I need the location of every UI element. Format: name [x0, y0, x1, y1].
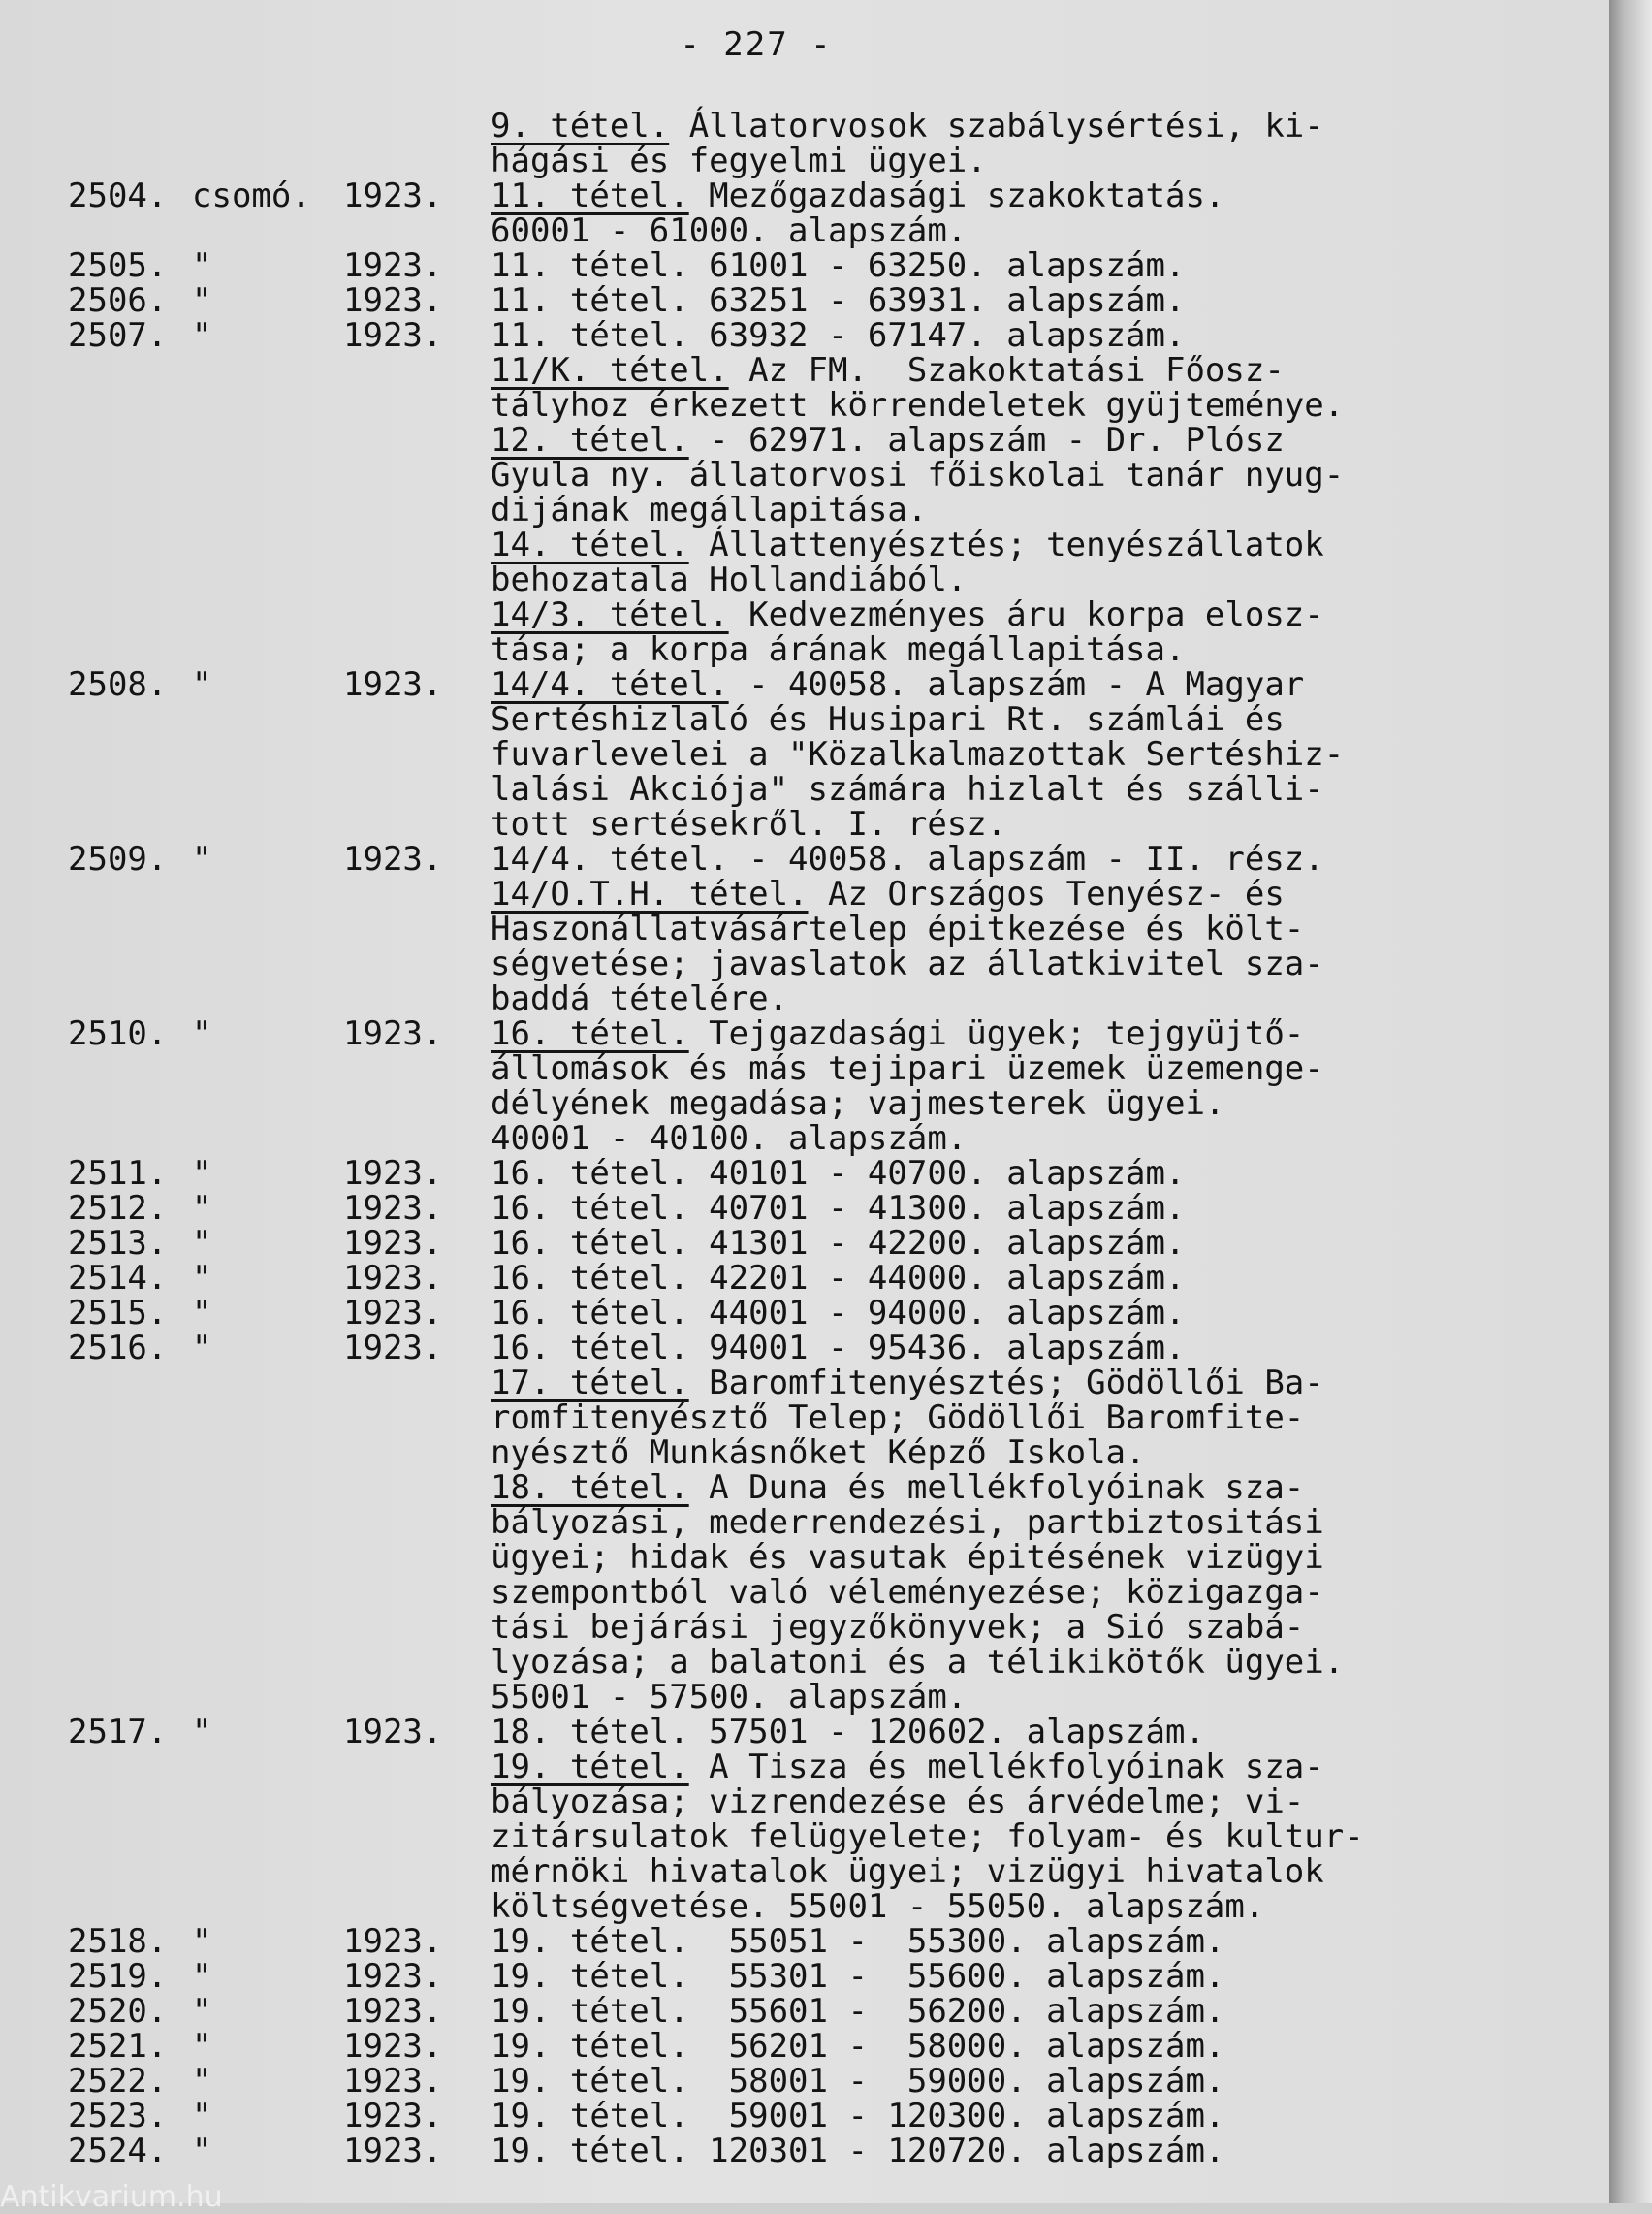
entry-text [491, 702, 1285, 737]
entry-text [491, 1784, 1304, 1819]
year: 1923. [343, 665, 443, 704]
item-description: baddá tételére. [491, 979, 789, 1018]
year: 1923. [343, 1992, 443, 2031]
entry-text [491, 528, 1324, 562]
year: 1923. [343, 1713, 443, 1751]
entry-text [491, 772, 1324, 807]
unit-type: " [192, 2097, 212, 2135]
item-description: szempontból való véleményezése; közigazga- [491, 1573, 1324, 1612]
year: 1923. [343, 1224, 443, 1263]
item-description: zitársulatok felügyelete; folyam- és kultur- [491, 1817, 1364, 1856]
year: 1923. [343, 1259, 443, 1298]
item-description: 11. tétel. 63251 - 63931. alapszám. [491, 281, 1186, 320]
entry-text [491, 737, 1344, 772]
entry-text [491, 1191, 1185, 1226]
item-description: 11. tétel. 61001 - 63250. alapszám. [491, 246, 1186, 285]
entry-text [491, 1680, 967, 1715]
entry-text [491, 1645, 1344, 1680]
item-heading: 9. tétel. [491, 107, 670, 145]
unit-type: " [192, 1713, 212, 1751]
item-description: lyozása; a balatoni és a télikikötők ügyei. [491, 1643, 1345, 1682]
item-description: Állattenyésztés; tenyészállatok [688, 526, 1324, 564]
entry-text [491, 597, 1324, 632]
year: 1923. [343, 1957, 443, 1996]
item-description: 18. tétel. 57501 - 120602. alapszám. [491, 1713, 1205, 1751]
box-number: 2510. [68, 1014, 168, 1053]
item-description: 19. tétel. 55051 - 55300. alapszám. [491, 1922, 1225, 1961]
box-number: 2518. [68, 1922, 168, 1961]
item-description: dijának megállapitása. [491, 491, 928, 529]
entry-text [491, 1819, 1364, 1854]
box-number: 2504. [68, 176, 168, 215]
year: 1923. [343, 2062, 443, 2101]
box-number: 2508. [68, 665, 168, 704]
entry-text [491, 1924, 1224, 1959]
entry-text [491, 178, 1224, 213]
item-heading: 12. tétel. [491, 421, 689, 460]
item-description: Mezőgazdasági szakoktatás. [688, 176, 1225, 215]
box-number: 2520. [68, 1992, 168, 2031]
item-description: behozatala Hollandiából. [491, 561, 968, 599]
item-description: Tejgazdasági ügyek; tejgyüjtő- [688, 1014, 1305, 1053]
item-heading: 14/O.T.H. tétel. [491, 875, 809, 914]
item-heading: 16. tétel. [491, 1014, 689, 1053]
item-description: 16. tétel. 40101 - 40700. alapszám. [491, 1154, 1186, 1193]
entry-text [491, 1575, 1324, 1610]
item-description: Kedvezményes áru korpa elosz- [728, 595, 1324, 634]
entry-text [491, 947, 1324, 981]
box-number: 2522. [68, 2062, 168, 2101]
item-description: ségvetése; javaslatok az állatkivitel sza- [491, 945, 1324, 983]
box-number: 2524. [68, 2132, 168, 2170]
entry-text [491, 144, 987, 178]
unit-type: " [192, 1224, 212, 1263]
item-description: 40001 - 40100. alapszám. [491, 1119, 968, 1158]
unit-type: " [192, 2062, 212, 2101]
page-edge-shadow [1609, 0, 1652, 2203]
entry-text [491, 2134, 1224, 2168]
unit-type: " [192, 1014, 212, 1053]
item-description: 16. tétel. 44001 - 94000. alapszám. [491, 1294, 1186, 1332]
box-number: 2521. [68, 2027, 168, 2066]
unit-type: csomó. [192, 176, 311, 215]
unit-type: " [192, 1992, 212, 2031]
item-description: 16. tétel. 94001 - 95436. alapszám. [491, 1329, 1186, 1367]
item-description: költségvetése. 55001 - 55050. alapszám. [491, 1887, 1265, 1926]
entry-text [491, 842, 1324, 877]
entry-text [491, 667, 1304, 702]
page-number: - 227 - [680, 25, 833, 64]
entry-text [491, 632, 1185, 667]
entry-text [491, 1715, 1205, 1749]
item-description: tása; a korpa árának megállapitása. [491, 630, 1186, 669]
entry-text [491, 1610, 1304, 1645]
entry-text [491, 493, 927, 528]
unit-type: " [192, 1259, 212, 1298]
entry-text [491, 1331, 1185, 1365]
unit-type: " [192, 246, 212, 285]
entry-text [491, 1226, 1185, 1261]
entry-text [491, 423, 1285, 458]
unit-type: " [192, 2027, 212, 2066]
item-description: délyének megadása; vajmesterek ügyei. [491, 1084, 1225, 1123]
entry-text [491, 807, 1006, 842]
entry-text [491, 1470, 1304, 1505]
item-description: 16. tétel. 42201 - 44000. alapszám. [491, 1259, 1186, 1298]
unit-type: " [192, 281, 212, 320]
entry-text [491, 1261, 1185, 1296]
year: 1923. [343, 1014, 443, 1053]
item-description: 16. tétel. 41301 - 42200. alapszám. [491, 1224, 1186, 1263]
item-heading: 14/4. tétel. [491, 665, 729, 704]
item-description: 19. tétel. 59001 - 120300. alapszám. [491, 2097, 1225, 2135]
item-description: A Duna és mellékfolyóinak sza- [688, 1468, 1305, 1507]
entry-text [491, 458, 1344, 493]
item-description: tási bejárási jegyzőkönyvek; a Sió szabá- [491, 1608, 1305, 1647]
item-description: Baromfitenyésztés; Gödöllői Ba- [688, 1364, 1324, 1402]
box-number: 2512. [68, 1189, 168, 1228]
item-description: 19. tétel. 120301 - 120720. alapszám. [491, 2132, 1225, 2170]
unit-type: " [192, 665, 212, 704]
item-description: 60001 - 61000. alapszám. [491, 211, 968, 250]
entry-text [491, 1121, 967, 1156]
item-description: bályozási, mederrendezési, partbiztositási [491, 1503, 1324, 1542]
item-description: hágási és fegyelmi ügyei. [491, 142, 987, 180]
entry-text [491, 2064, 1224, 2099]
entry-text [491, 1889, 1264, 1924]
item-description: mérnöki hivatalok ügyei; vizügyi hivatalok [491, 1852, 1324, 1891]
item-description: 16. tétel. 40701 - 41300. alapszám. [491, 1189, 1186, 1228]
year: 1923. [343, 1154, 443, 1193]
year: 1923. [343, 2027, 443, 2066]
item-description: Sertéshizlaló és Husipari Rt. számlái és [491, 700, 1285, 739]
unit-type: " [192, 840, 212, 879]
item-description: 14/4. tétel. - 40058. alapszám - II. rész. [491, 840, 1324, 879]
entry-text [491, 877, 1285, 912]
box-number: 2505. [68, 246, 168, 285]
entry-text [491, 1749, 1324, 1784]
entry-text [491, 1086, 1224, 1121]
entry-text [491, 1959, 1224, 1994]
item-description: Gyula ny. állatorvosi főiskolai tanár nyug- [491, 456, 1345, 495]
entry-text [491, 1016, 1304, 1051]
entry-text [491, 1051, 1324, 1086]
item-description: romfitenyésztő Telep; Gödöllői Baromfite- [491, 1398, 1305, 1437]
item-heading: 18. tétel. [491, 1468, 689, 1507]
entry-text [491, 981, 788, 1016]
item-description: fuvarlevelei a "Közalkalmazottak Sertéshiz- [491, 735, 1345, 774]
box-number: 2516. [68, 1329, 168, 1367]
entry-text [491, 1540, 1324, 1575]
item-description: Az FM. Szakoktatási Főosz- [728, 351, 1285, 390]
year: 1923. [343, 2132, 443, 2170]
entry-text [491, 353, 1285, 388]
item-description: - 40058. alapszám - A Magyar [728, 665, 1305, 704]
item-description: ügyei; hidak és vasutak épitésének vizügyi [491, 1538, 1324, 1577]
item-description: 19. tétel. 56201 - 58000. alapszám. [491, 2027, 1225, 2066]
item-description: tályhoz érkezett körrendeletek gyüjteménye. [491, 386, 1345, 425]
entry-text [491, 1505, 1324, 1540]
item-description: lalási Akciója" számára hizlalt és szálli- [491, 770, 1324, 809]
year: 1923. [343, 1329, 443, 1367]
item-description: Állatorvosok szabálysértési, ki- [669, 107, 1324, 145]
entry-text [491, 562, 967, 597]
item-heading: 14/3. tétel. [491, 595, 729, 634]
entry-text [491, 213, 967, 248]
unit-type: " [192, 1294, 212, 1332]
year: 1923. [343, 281, 443, 320]
box-number: 2507. [68, 316, 168, 355]
entry-text [491, 1296, 1185, 1331]
item-description: nyésztő Munkásnőket Képző Iskola. [491, 1433, 1146, 1472]
item-description: 19. tétel. 55301 - 55600. alapszám. [491, 1957, 1225, 1996]
box-number: 2515. [68, 1294, 168, 1332]
unit-type: " [192, 1957, 212, 1996]
item-description: bályozása; vizrendezése és árvédelme; vi- [491, 1782, 1305, 1821]
year: 1923. [343, 176, 443, 215]
entry-text [491, 1994, 1224, 2029]
box-number: 2513. [68, 1224, 168, 1263]
unit-type: " [192, 1154, 212, 1193]
entry-text [491, 912, 1304, 947]
entry-text [491, 2029, 1224, 2064]
year: 1923. [343, 1294, 443, 1332]
year: 1923. [343, 1189, 443, 1228]
unit-type: " [192, 316, 212, 355]
entry-text [491, 1435, 1146, 1470]
entry-text [491, 283, 1185, 318]
item-description: tott sertésekről. I. rész. [491, 805, 1007, 844]
item-description: Az Országos Tenyész- és [808, 875, 1285, 914]
year: 1923. [343, 2097, 443, 2135]
entry-text [491, 2099, 1224, 2134]
entry-text [491, 1400, 1304, 1435]
item-heading: 14. tétel. [491, 526, 689, 564]
item-heading: 11. tétel. [491, 176, 689, 215]
box-number: 2514. [68, 1259, 168, 1298]
item-description: állomások és más tejipari üzemek üzemenge- [491, 1049, 1324, 1088]
entry-text [491, 1156, 1185, 1191]
box-number: 2511. [68, 1154, 168, 1193]
watermark: Antikvarium.hu [0, 2180, 223, 2214]
item-description: 19. tétel. 58001 - 59000. alapszám. [491, 2062, 1225, 2101]
item-heading: 17. tétel. [491, 1364, 689, 1402]
box-number: 2509. [68, 840, 168, 879]
entry-text [491, 1854, 1324, 1889]
entry-text [491, 1365, 1324, 1400]
item-description: 19. tétel. 55601 - 56200. alapszám. [491, 1992, 1225, 2031]
item-description: Haszonállatvásártelep épitkezése és költ- [491, 910, 1305, 948]
year: 1923. [343, 316, 443, 355]
item-description: 11. tétel. 63932 - 67147. alapszám. [491, 316, 1186, 355]
entry-text [491, 318, 1185, 353]
entry-text [491, 388, 1344, 423]
unit-type: " [192, 1189, 212, 1228]
entry-text [491, 248, 1185, 283]
year: 1923. [343, 1922, 443, 1961]
year: 1923. [343, 246, 443, 285]
unit-type: " [192, 2132, 212, 2170]
box-number: 2517. [68, 1713, 168, 1751]
item-description: A Tisza és mellékfolyóinak sza- [688, 1748, 1324, 1786]
item-description: 55001 - 57500. alapszám. [491, 1678, 968, 1717]
unit-type: " [192, 1922, 212, 1961]
box-number: 2523. [68, 2097, 168, 2135]
item-description: - 62971. alapszám - Dr. Plósz [688, 421, 1285, 460]
item-heading: 11/K. tétel. [491, 351, 729, 390]
box-number: 2506. [68, 281, 168, 320]
year: 1923. [343, 840, 443, 879]
unit-type: " [192, 1329, 212, 1367]
box-number: 2519. [68, 1957, 168, 1996]
item-heading: 19. tétel. [491, 1748, 689, 1786]
entry-text [491, 109, 1324, 144]
